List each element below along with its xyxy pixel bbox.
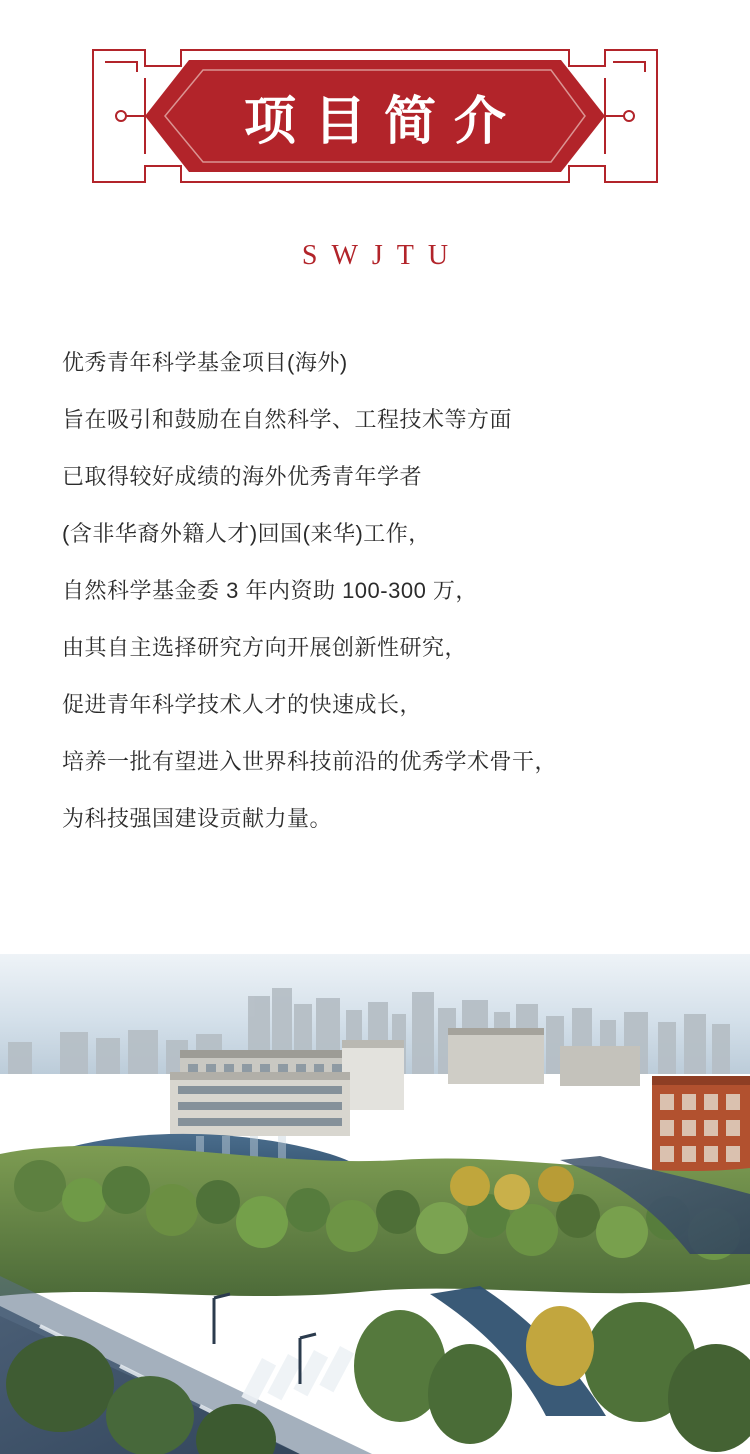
page-title: 项目简介 — [243, 93, 524, 151]
text-line: 培养一批有望进入世界科技前沿的优秀学术骨干， — [62, 749, 558, 774]
subtitle-letters: SWJTU — [301, 240, 463, 271]
text-line: 为科技强国建设贡献力量。 — [62, 806, 333, 831]
text-line: 已取得较好成绩的海外优秀青年学者 — [62, 464, 423, 489]
text-line: 旨在吸引和鼓励在自然科学、工程技术等方面 — [62, 407, 513, 432]
text-line: 促进青年科学技术人才的快速成长， — [62, 692, 423, 717]
text-line: 由其自主选择研究方向开展创新性研究， — [62, 635, 468, 660]
campus-aerial-photo — [0, 954, 750, 1454]
text-line: 自然科学基金委 3 年内资助 100-300 万， — [62, 578, 478, 603]
text-line: 优秀青年科学基金项目(海外) — [62, 350, 348, 375]
text-line: (含非华裔外籍人才)回国(来华)工作， — [62, 521, 431, 546]
introduction-text — [0, 334, 750, 847]
title-banner — [85, 42, 665, 190]
banner-section — [0, 0, 750, 210]
